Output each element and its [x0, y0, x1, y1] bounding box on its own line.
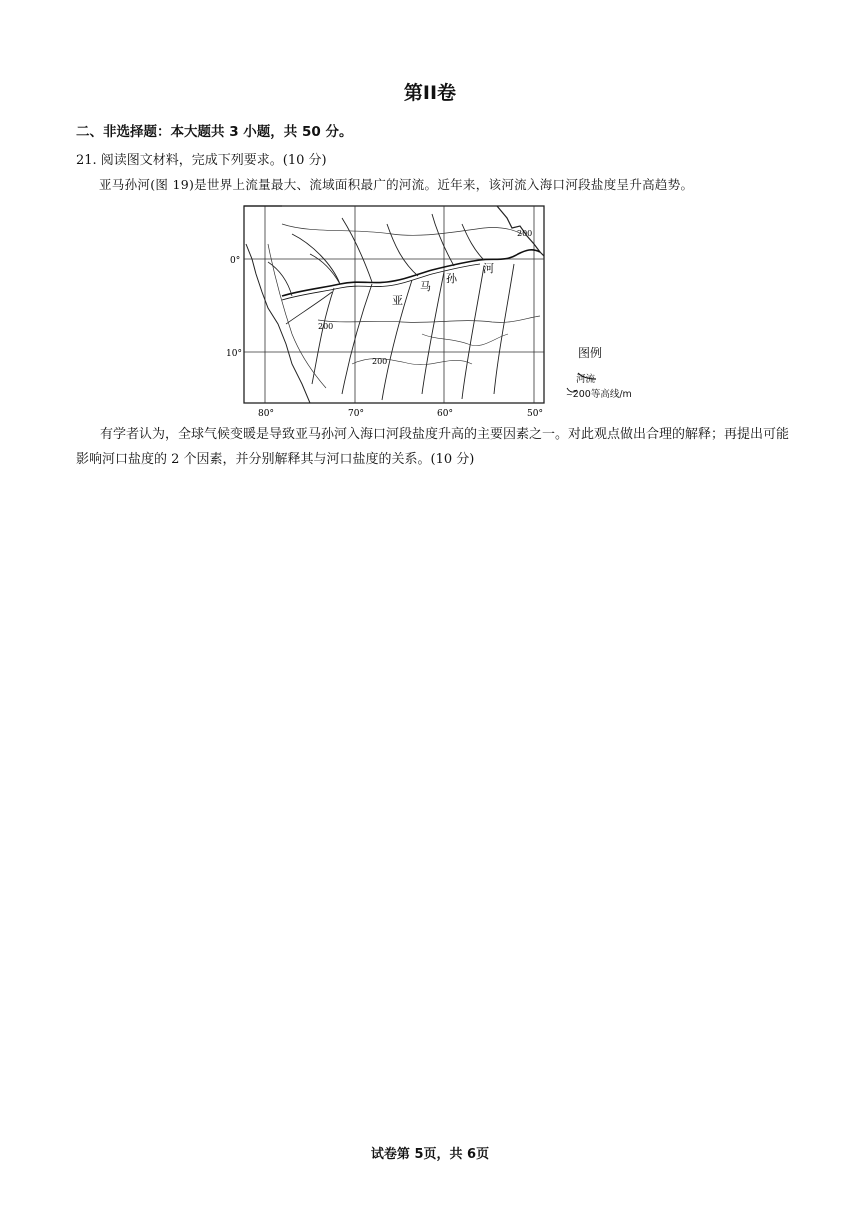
amazon-map: [222, 204, 552, 418]
section-title: 第II卷: [403, 82, 457, 104]
contour-value-label: 200: [372, 357, 388, 366]
legend-contour-row: ~200 等高线/m: [566, 386, 656, 400]
lat-label-10: 10°: [226, 349, 242, 359]
question-body: 有学者认为，全球气候变暖是导致亚马孙河入海口河段盐度升高的主要因素之一。对此观点做出合理的解释；再提出可能影响河口盐度的 2 个因素，并分别解释其与河口盐度的关系。(10 分): [76, 427, 790, 467]
lon-label-70: 70°: [348, 409, 364, 418]
contour-value-label: 200: [517, 229, 533, 238]
coastline: [244, 206, 544, 256]
contour-value-label: 200: [318, 322, 334, 331]
lat-label-0: 0°: [230, 256, 241, 266]
legend-title: 图例: [578, 346, 603, 360]
lon-label-50: 50°: [527, 409, 543, 418]
west-coast: [246, 244, 310, 403]
contour-line: [318, 316, 540, 322]
question-intro: 亚马孙河(图 19)是世界上流量最大、流域面积最广的河流。近年来，该河流入海口河段盐度呈升高趋势。: [99, 177, 694, 192]
legend-river-row: [576, 371, 656, 385]
contour-line: [352, 359, 472, 365]
legend-contour-value: 200: [572, 389, 591, 400]
legend-contour-label: 等高线/m: [590, 389, 632, 400]
question-line: 21. 阅读图文材料，完成下列要求。(10 分): [76, 153, 327, 168]
river-name-char: 河: [483, 262, 494, 275]
river-name-char: 马: [420, 280, 431, 293]
contour-line: [422, 334, 508, 346]
amazon-map-figure: [222, 204, 652, 418]
river-symbol-icon: [576, 371, 598, 381]
contour-line: [282, 224, 522, 235]
page-footer: 试卷第 5页，共 6页: [370, 1147, 490, 1162]
part-heading: 二、非选择题：本大题共 3 小题，共 50 分。: [76, 124, 353, 140]
contour-symbol-icon: [566, 386, 578, 394]
river-name-char: 孙: [446, 272, 457, 285]
legend-river-label: 河流: [576, 374, 596, 385]
lon-label-80: 80°: [258, 409, 274, 418]
river-name-char: 亚: [392, 294, 403, 307]
amazon-main-river: [282, 250, 540, 296]
lon-label-60: 60°: [437, 409, 453, 418]
